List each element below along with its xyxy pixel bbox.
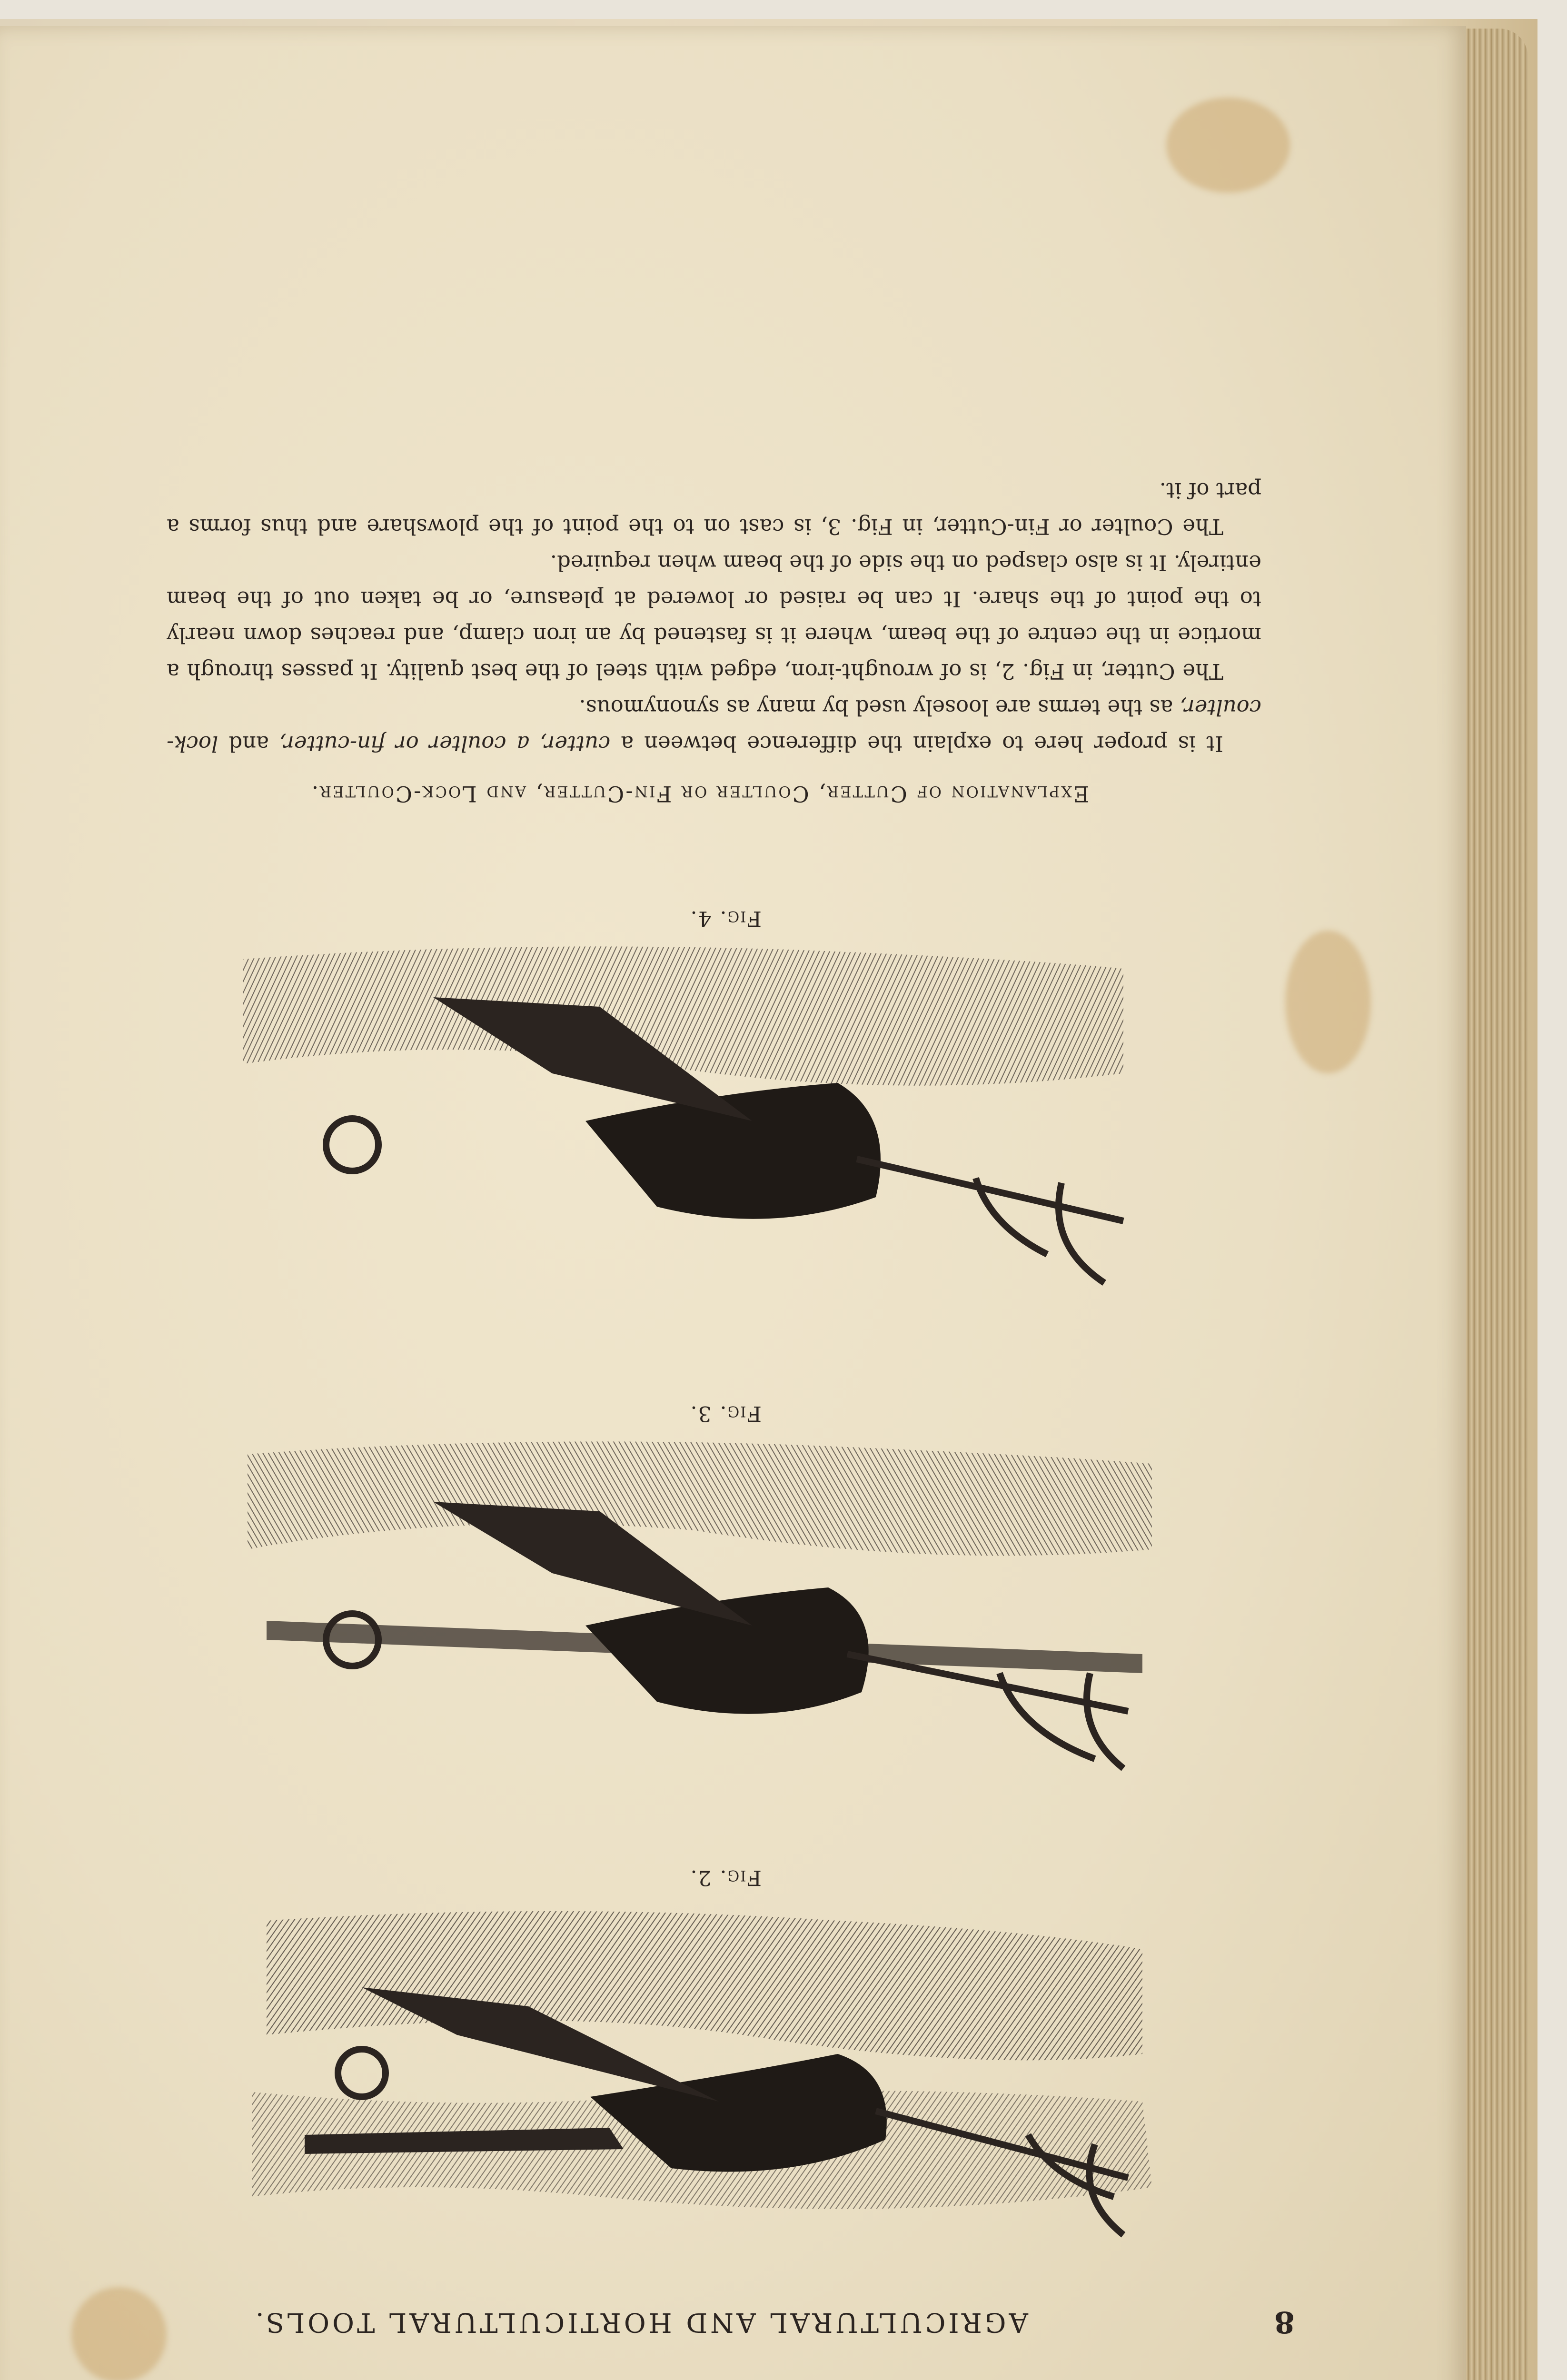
section-heading: Explanation of Cutter, Coulter or Fin-Cutter, and Lock-Coulter. — [310, 781, 1090, 807]
plow-engraving-fig-4 — [238, 940, 1171, 1302]
running-title: AGRICULTURAL AND HORTICULTURAL TOOLS. — [252, 2307, 1028, 2338]
figure-caption: Fig. 4. — [689, 906, 762, 931]
paragraph: The Coulter or Fin-Cutter, in Fig. 3, is cast on to the point of the plowshare and thus forms a part of it. — [167, 478, 1261, 539]
page-number: 8 — [1274, 2305, 1295, 2340]
figure-caption: Fig. 2. — [689, 1865, 762, 1890]
figure-caption: Fig. 3. — [689, 1401, 762, 1426]
plow-engraving-fig-3 — [238, 1435, 1171, 1797]
book-page — [0, 26, 1466, 2380]
paragraph: It is proper here to explain the difference between a cutter, a coulter or fin-cutter, and lock-coulter, as the terms are loosely used by many as synonymous. — [167, 695, 1261, 756]
plow-engraving-fig-2 — [238, 1892, 1171, 2254]
figure-3 — [238, 1388, 1171, 1797]
running-head — [143, 2301, 1295, 2340]
upside-down-content — [0, 26, 1466, 2380]
figure-4 — [238, 864, 1171, 1302]
paragraph: The Cutter, in Fig. 2, is of wrought-iron, edged with steel of the best quality. It passes through a mortice in the centre of the beam, where it is fastened by an iron clamp, and reaches down nearly to the point of the share. It can be raised or lowered at pleasure, or be taken out of the beam entirely. It is also clasped on the side of the beam when required. — [167, 550, 1261, 684]
body-text — [167, 472, 1261, 762]
figure-2 — [238, 1865, 1171, 2254]
